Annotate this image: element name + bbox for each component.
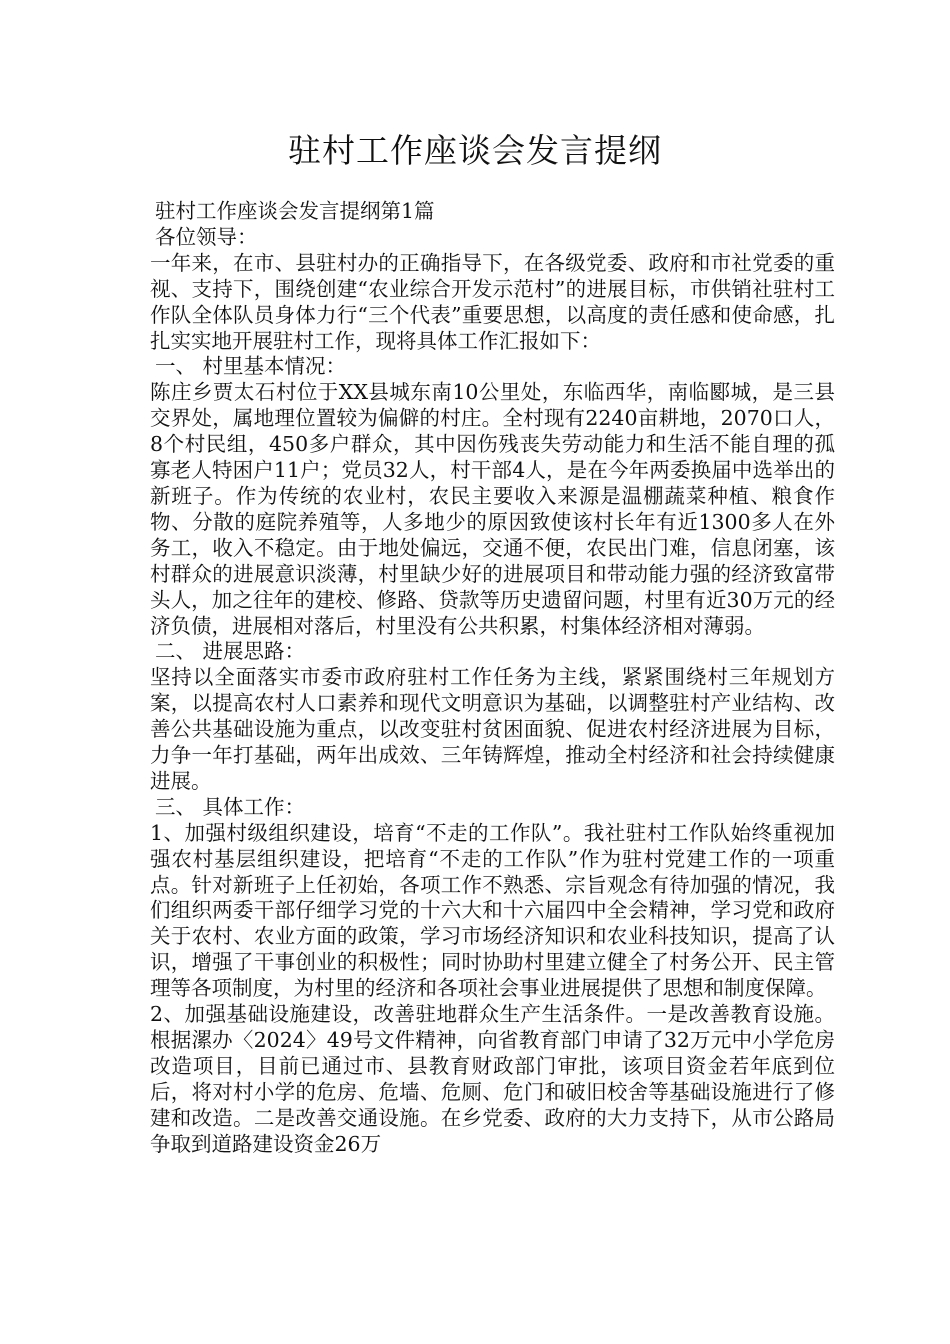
paragraph-intro: 一年来，在市、县驻村办的正确指导下，在各级党委、政府和市社党委的重视、支持下，围绕创建“农业综合开发示范村”的进展目标，市供销社驻村工作队全体队员身体力行“三个代表”重要思想，以高度的责任感和使命感，扎扎实实地开展驻村工作，现将具体工作汇报如下： [150, 250, 835, 353]
heading-basic-situation: 一、 村里基本情况： [155, 354, 347, 379]
paragraph-organization-building: 1、加强村级组织建设，培育“不走的工作队”。我社驻村工作队始终重视加强农村基层组织建设，把培育“不走的工作队”作为驻村党建工作的一项重点。针对新班子上任初始，各项工作不熟悉、宗旨观念有待加强的情况，我们组织两委干部仔细学习党的十六大和十六届四中全会精神，学习党和政府关于农村、农业方面的政策，学习市场经济知识和农业科技知识，提高了认识，增强了干事创业的积极性；同时协助村里建立健全了村务公开、民主管理等各项制度，为村里的经济和各项社会事业进展提供了思想和制度保障。 [150, 820, 835, 1001]
section-heading: 驻村工作座谈会发言提纲第1篇 [155, 199, 435, 223]
paragraph-basic-situation: 陈庄乡贾太石村位于XX县城东南10公里处，东临西华，南临郾城，是三县交界处，属地理位置较为偏僻的村庄。全村现有2240亩耕地，2070口人，8个村民组，450多户群众，其中因伤残丧失劳动能力和生活不能自理的孤寡老人特困户11户；党员32人，村干部4人，是在今年两委换届中选举出的新班子。作为传统的农业村，农民主要收入来源是温棚蔬菜种植、粮食作物、分散的庭院养殖等，人多地少的原因致使该村长年有近1300多人在外务工，收入不稳定。由于地处偏远，交通不便，农民出门难，信息闭塞，该村群众的进展意识淡薄，村里缺少好的进展项目和带动能力强的经济致富带头人，加之往年的建校、修路、贷款等历史遗留问题，村里有近30万元的经济负债，进展相对落后，村里没有公共积累，村集体经济相对薄弱。 [150, 380, 835, 638]
heading-development-ideas: 二、 进展思路： [155, 639, 306, 664]
document-body [145, 199, 835, 1158]
salutation: 各位领导： [155, 224, 258, 249]
paragraph-development-ideas: 坚持以全面落实市委市政府驻村工作任务为主线，紧紧围绕村三年规划方案，以提高农村人口素养和现代文明意识为基础，以调整驻村产业结构、改善公共基础设施为重点，以改变驻村贫困面貌、促进农村经济进展为目标，力争一年打基础，两年出成效、三年铸辉煌，推动全村经济和社会持续健康进展。 [150, 665, 835, 793]
document-title: 驻村工作座谈会发言提纲 [288, 131, 662, 170]
heading-specific-work: 三、 具体工作： [155, 794, 306, 819]
paragraph-infrastructure: 2、加强基础设施建设，改善驻地群众生产生活条件。一是改善教育设施。根据漯办〈2024〉49号文件精神，向省教育部门申请了32万元中小学危房改造项目，目前已通过市、县教育财政部门审批，该项目资金若年底到位后，将对村小学的危房、危墙、危厕、危门和破旧校舍等基础设施进行了修建和改造。二是改善交通设施。在乡党委、政府的大力支持下，从市公路局争取到道路建设资金26万 [150, 1002, 835, 1156]
